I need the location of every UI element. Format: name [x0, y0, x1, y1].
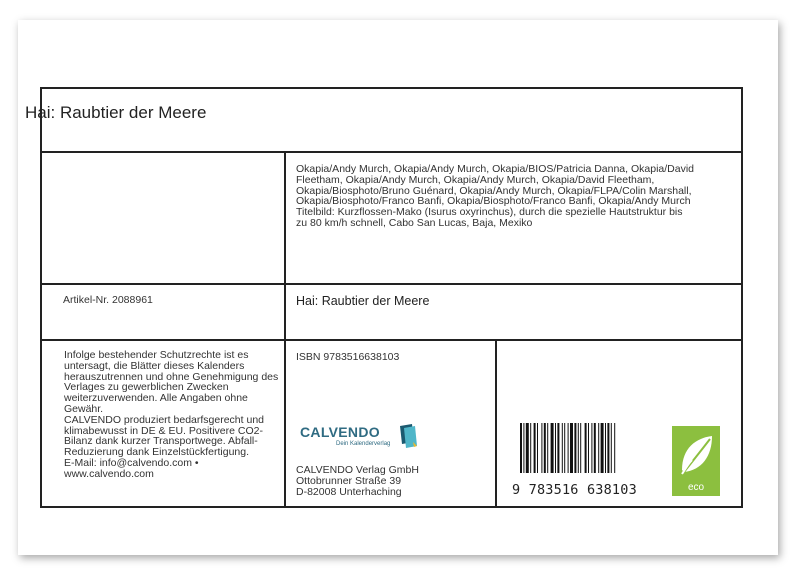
- eco-label: eco: [687, 482, 705, 493]
- legal-line: Verlages zu gewerblichen Zwecken: [64, 381, 229, 394]
- barcode-bar: [541, 423, 542, 473]
- barcode-bar: [594, 423, 596, 473]
- barcode-bar: [568, 423, 569, 473]
- legal-line: CALVENDO produziert bedarfsgerecht und: [64, 413, 264, 426]
- publisher-address: [296, 465, 419, 498]
- barcode-bar: [537, 423, 538, 473]
- legal-line: Infolge bestehender Schutzrechte ist es: [64, 349, 249, 361]
- barcode-bar: [598, 423, 599, 473]
- barcode-bar: [544, 423, 546, 473]
- barcode-bar: [574, 423, 576, 473]
- barcode-bar: [578, 423, 579, 473]
- logo-name: CALVENDO: [300, 424, 380, 440]
- barcode-bar: [555, 423, 556, 473]
- barcode-bar: [614, 423, 615, 473]
- barcode-bar: [564, 423, 565, 473]
- isbn-number: ISBN 9783516638103: [296, 351, 400, 363]
- barcode-bar: [580, 423, 581, 473]
- barcode-bar: [562, 423, 563, 473]
- calendar-title: Hai: Raubtier der Meere: [25, 103, 207, 122]
- publisher-line: CALVENDO Verlag GmbH: [296, 464, 419, 476]
- barcode-bar: [557, 423, 559, 473]
- barcode-bar: [605, 423, 606, 473]
- barcode-bar: [551, 423, 554, 473]
- barcode-bar: [585, 423, 587, 473]
- credits-line: Okapia/Biosphoto/Bruno Guénard, Okapia/Andy Murch, Okapia/FLPA/Colin Marshall,: [296, 184, 692, 197]
- calvendo-logo: [300, 424, 420, 454]
- legal-line: weiterzuverwenden. Alle Angaben ohne: [64, 392, 248, 405]
- legal-line: Reduzierung dank Einzelstückfertigung.: [64, 446, 250, 459]
- flag-icon: [398, 424, 418, 450]
- barcode-bar: [534, 423, 536, 473]
- table-column-divider: [495, 340, 497, 507]
- calendar-title-repeat: Hai: Raubtier der Meere: [296, 294, 430, 308]
- publisher-line: D-82008 Unterhaching: [296, 486, 402, 498]
- table-divider: [41, 151, 742, 153]
- barcode-digits: 9 783516 638103: [512, 482, 637, 498]
- barcode-bar: [530, 423, 531, 473]
- barcode-bar: [526, 423, 529, 473]
- barcode-bar: [591, 423, 592, 473]
- legal-line: klimabewusst in DE & EU. Positivere CO2-: [64, 424, 263, 437]
- credits-line: Okapia/Biosphoto/Franco Banfi, Okapia/Biosphoto/Franco Banfi, Okapia/Andy Murch: [296, 195, 691, 208]
- article-number: Artikel-Nr. 2088961: [63, 294, 153, 306]
- barcode-bar: [607, 423, 609, 473]
- barcode-bar: [547, 423, 548, 473]
- legal-line: www.calvendo.com: [64, 467, 154, 480]
- credits-line: Fleetham, Okapia/Andy Murch, Okapia/Andy Murch, Okapia/David Fleetham,: [296, 173, 655, 186]
- table-divider: [41, 283, 742, 285]
- credits-line: Titelbild: Kurzflossen-Mako (Isurus oxyrinchus), durch die spezielle Hautstruktur bis: [296, 206, 683, 219]
- barcode-bar: [588, 423, 589, 473]
- publisher-line: Ottobrunner Straße 39: [296, 475, 402, 487]
- photo-credits: [296, 164, 696, 229]
- barcode-bar: [611, 423, 612, 473]
- barcode-bar: [570, 423, 573, 473]
- barcode: [520, 423, 645, 473]
- legal-line: E-Mail: info@calvendo.com •: [64, 456, 199, 469]
- legal-line: Bilanz dank kurzer Transportwege. Abfall-: [64, 435, 258, 448]
- credits-line: Okapia/Andy Murch, Okapia/Andy Murch, Okapia/BIOS/Patricia Danna, Okapia/David: [296, 163, 695, 175]
- table-column-divider: [284, 152, 286, 507]
- barcode-bar: [601, 423, 604, 473]
- legal-line: Gewähr.: [64, 402, 104, 415]
- barcode-bar: [523, 423, 524, 473]
- legal-line: untersagt, die Blätter dieses Kalenders: [64, 359, 245, 372]
- logo-tagline: Dein Kalenderverlag: [336, 441, 391, 447]
- legal-line: herauszutrennen und ohne Genehmigung des: [64, 370, 279, 383]
- credits-line: zu 80 km/h schnell, Cabo San Lucas, Baja, Mexiko: [296, 216, 533, 229]
- eco-badge: [672, 426, 720, 496]
- barcode-bar: [520, 423, 522, 473]
- legal-notice: [64, 350, 284, 480]
- table-divider: [41, 339, 742, 341]
